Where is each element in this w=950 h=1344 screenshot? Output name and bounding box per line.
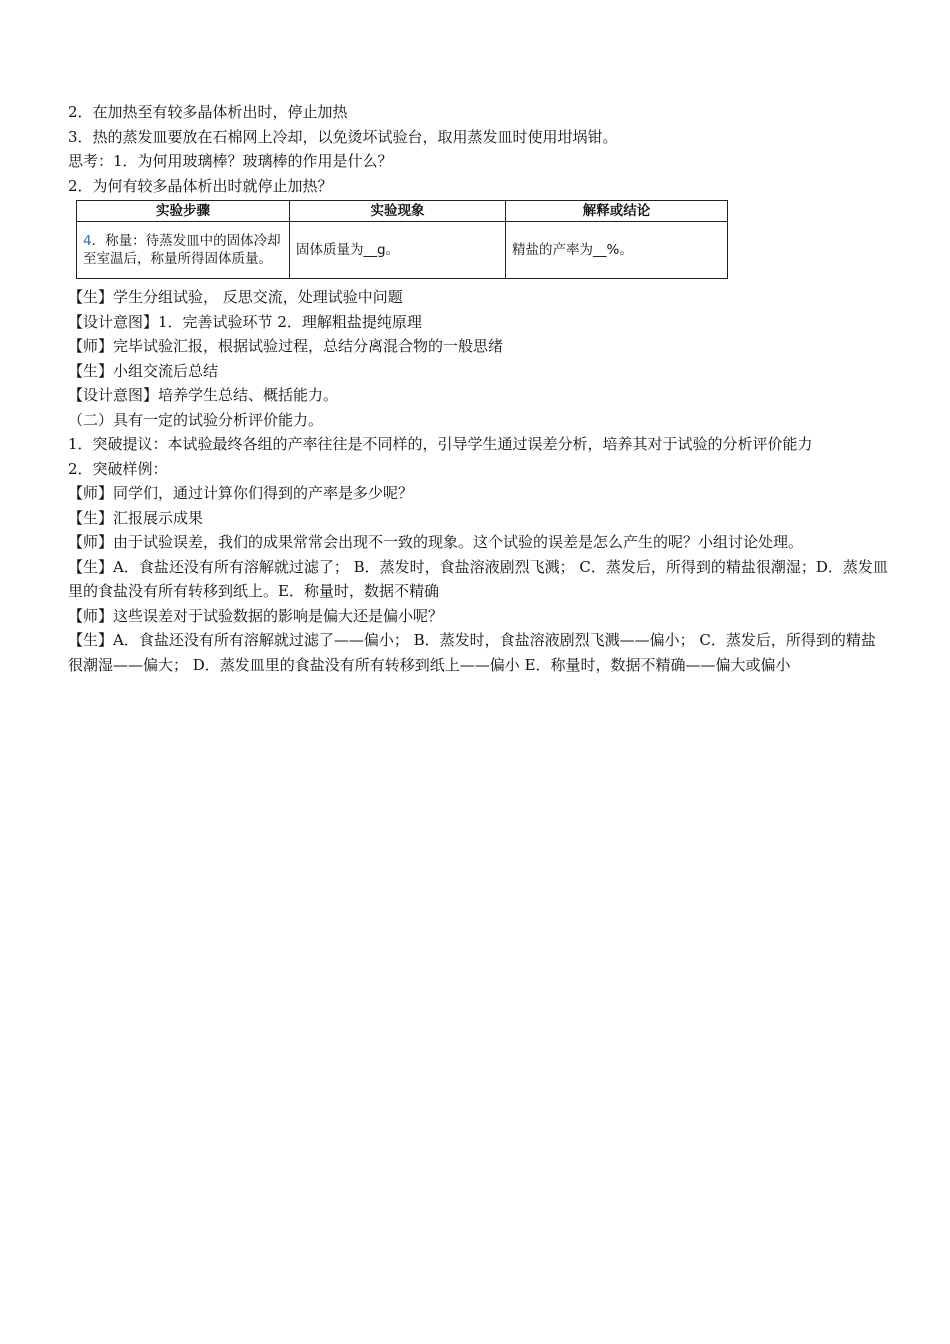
paragraph: 2．在加热至有较多晶体析出时，停止加热	[68, 103, 348, 121]
paragraph: 【生】A．食盐还没有所有溶解就过滤了； B．蒸发时，食盐溶液剧烈飞溅； C．蒸发后，所得到的精盐很潮湿；D．蒸发皿里的食盐没有所有转移到纸上。E．称量时，数据不精确	[68, 557, 888, 600]
paragraph: 【设计意图】1．完善试验环节 2．理解粗盐提纯原理	[68, 312, 422, 331]
document-page	[68, 100, 890, 677]
paragraph: 【师】由于试验误差，我们的成果常常会出现不一致的现象。这个试验的误差是怎么产生的呢？小组讨论处理。	[68, 533, 804, 551]
table-header-row	[77, 201, 728, 222]
paragraph: 【生】A．食盐还没有所有溶解就过滤了——偏小； B．蒸发时，食盐溶液剧烈飞溅——偏小； C．蒸发后，所得到的精盐很潮湿——偏大； D．蒸发皿里的食盐没有所有转移到纸上——偏小 E．称量时，数据不精确——偏大或偏小	[68, 631, 876, 674]
table-cell-conclusion: 精盐的产率为__%。	[506, 222, 728, 279]
paragraph: 【生】小组交流后总结	[68, 361, 219, 380]
table-cell-phenomenon: 固体质量为__g。	[290, 222, 506, 279]
paragraph: 【设计意图】培养学生总结、概括能力。	[68, 386, 339, 404]
step-number: 4	[83, 233, 92, 249]
paragraph: 3．热的蒸发皿要放在石棉网上冷却，以免烫坏试验台，取用蒸发皿时使用坩埚钳。	[68, 127, 618, 146]
paragraph: 2．突破样例：	[68, 459, 168, 478]
table-header-cell: 实验现象	[290, 201, 506, 222]
table-cell-step	[77, 222, 290, 279]
paragraph: 【师】这些误差对于试验数据的影响是偏大还是偏小呢？	[68, 606, 444, 625]
body-text	[68, 285, 890, 677]
paragraph: 【生】汇报展示成果	[68, 508, 204, 527]
experiment-table	[76, 200, 728, 279]
step-text: ．称量：待蒸发皿中的固体冷却至室温后，称量所得固体质量。	[83, 233, 281, 267]
paragraph: （二）具有一定的试验分析评价能力。	[68, 410, 324, 429]
paragraph: 【生】学生分组试验， 反思交流，处理试验中问题	[68, 288, 403, 306]
table-header-cell: 实验步骤	[77, 201, 290, 222]
paragraph: 1．突破提议：本试验最终各组的产率往往是不同样的，引导学生通过误差分析，培养其对于试验的分析评价能力	[68, 435, 813, 453]
table-header-cell: 解释或结论	[506, 201, 728, 222]
paragraph: 2．为何有较多晶体析出时就停止加热？	[68, 176, 333, 195]
paragraph: 【师】完毕试验汇报，根据试验过程，总结分离混合物的一般思绪	[68, 337, 504, 355]
paragraph: 思考：1．为何用玻璃棒？玻璃棒的作用是什么？	[68, 152, 393, 170]
paragraph: 【师】同学们，通过计算你们得到的产率是多少呢？	[68, 484, 414, 502]
table-row	[77, 222, 728, 279]
